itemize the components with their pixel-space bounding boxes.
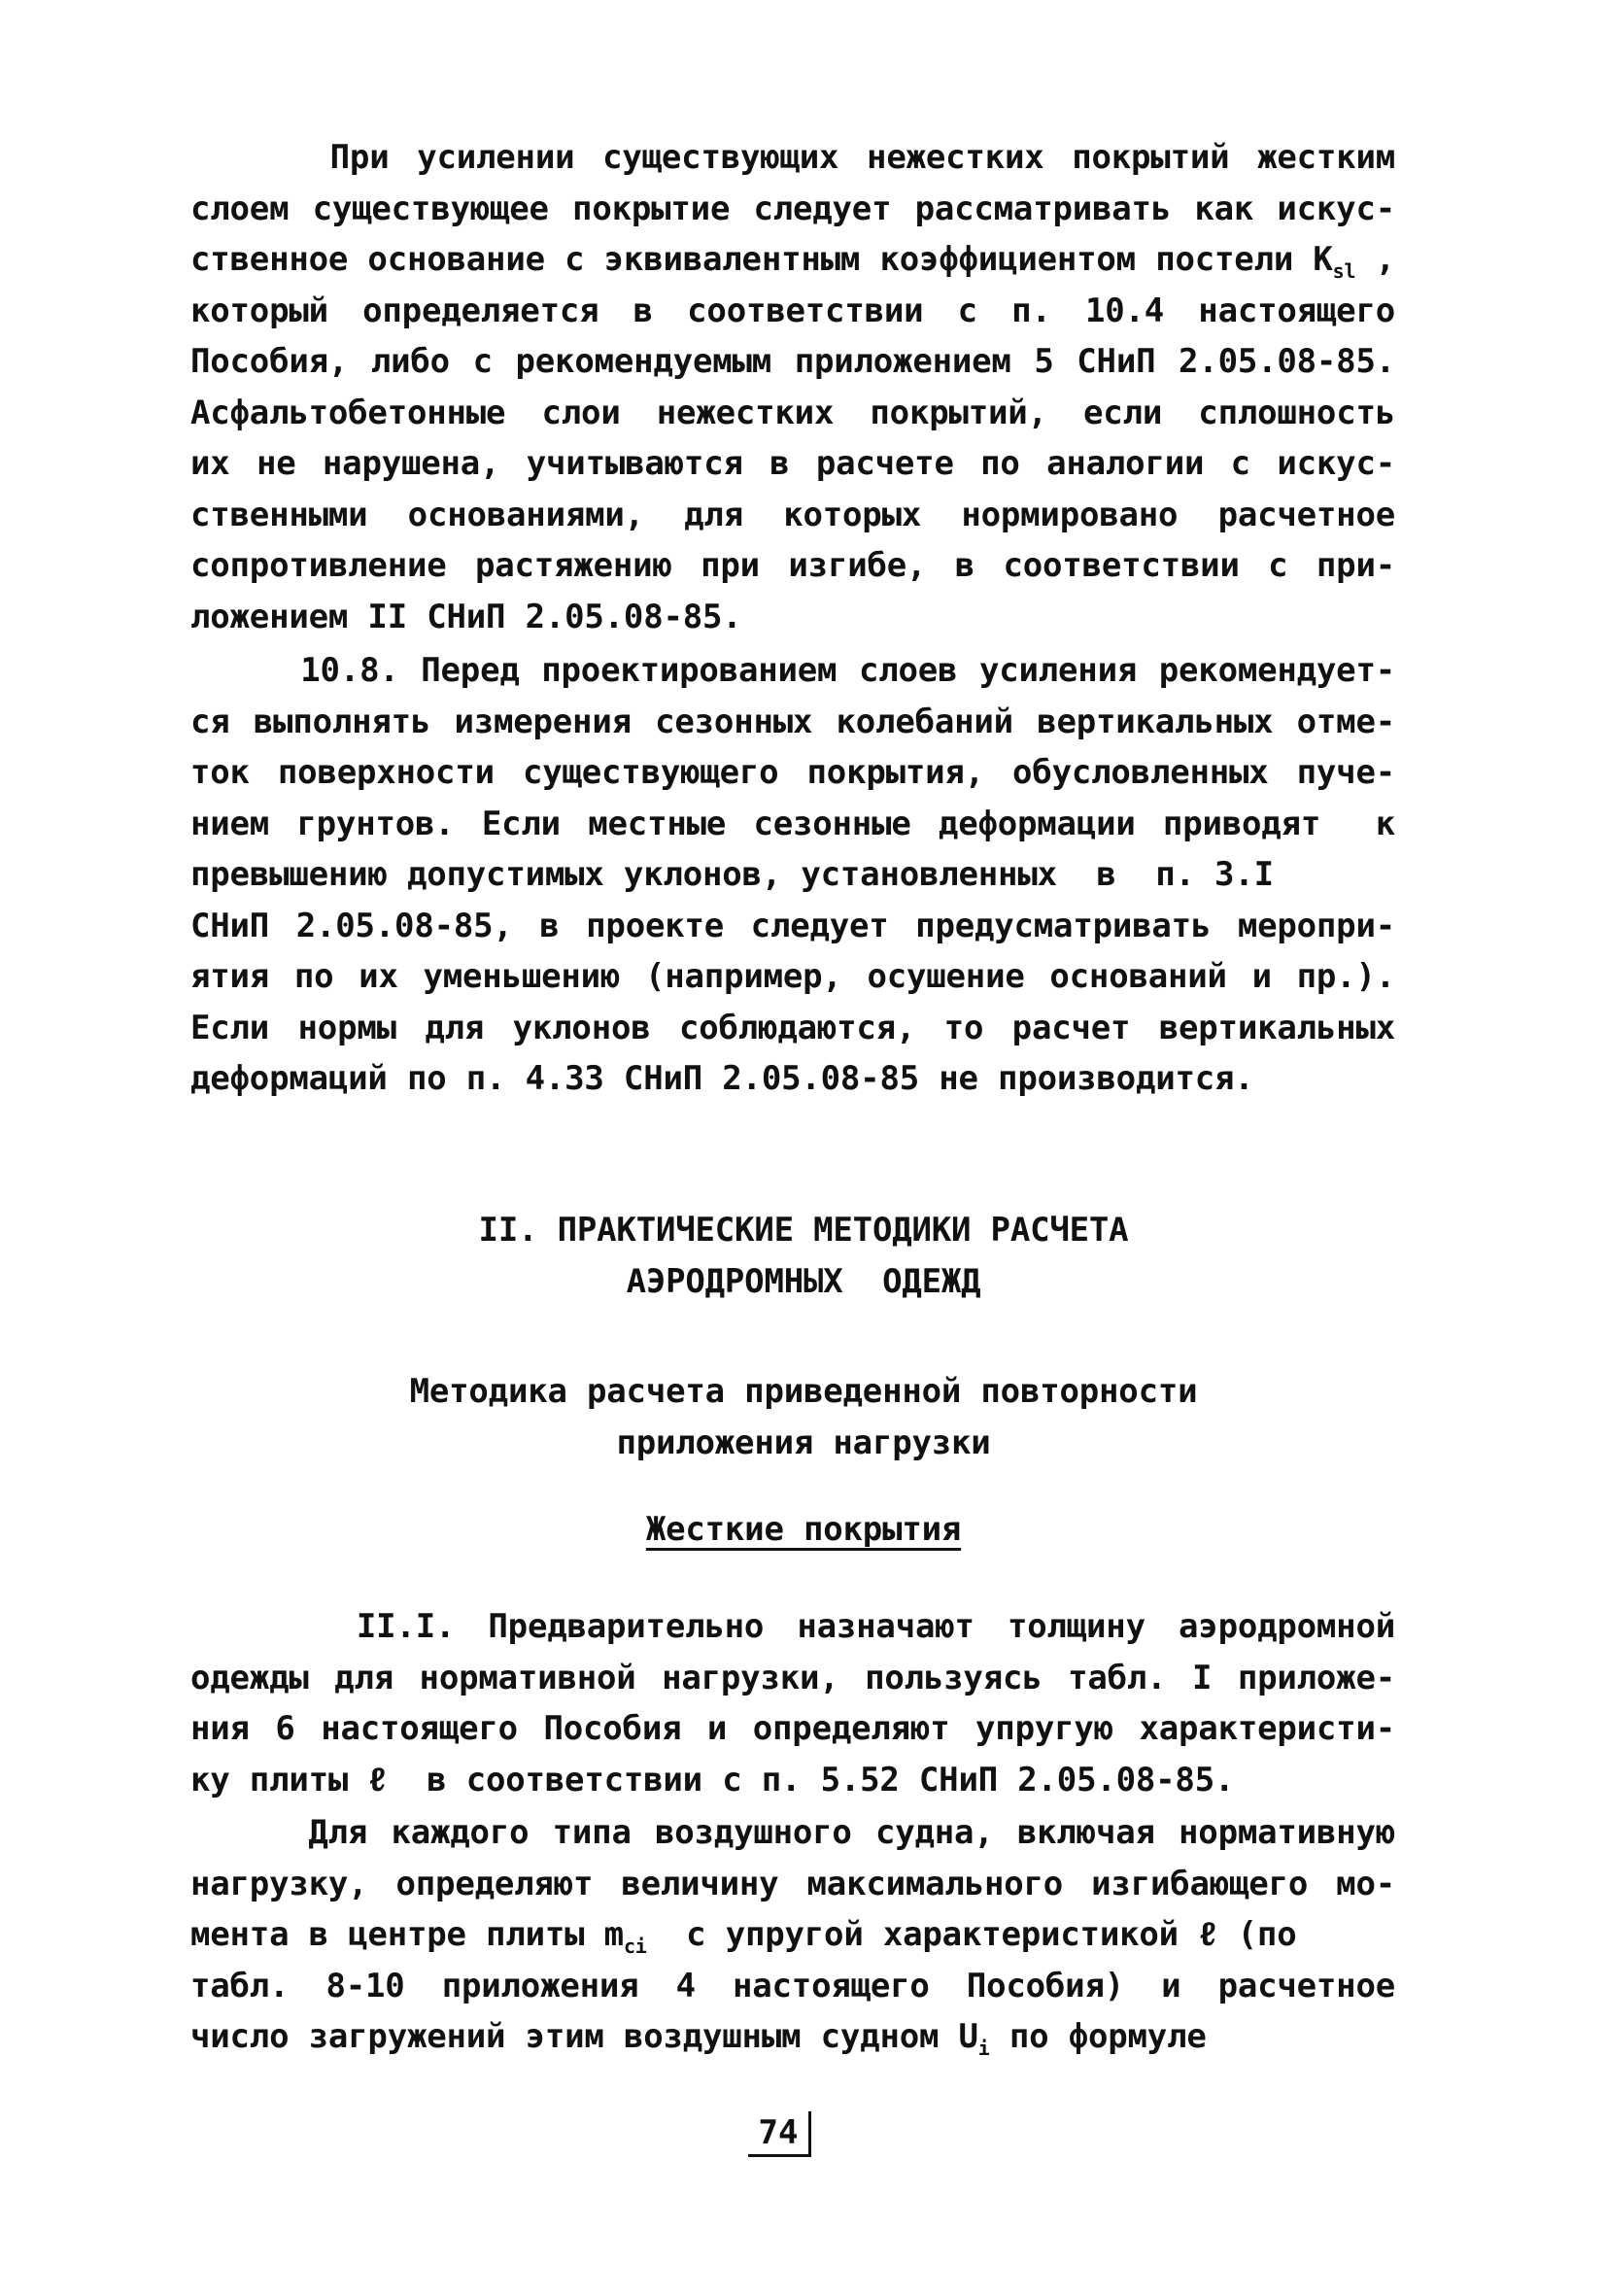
text-line: который определяется в соответствии с п. 10.4 настоящего (190, 291, 1395, 330)
text-line: При усилении существующих нежестких покрытий жестким (190, 138, 1395, 177)
text-line: ятия по их уменьшению (например, осушение оснований и пр.). (190, 957, 1395, 996)
page-number: 74 (748, 2111, 811, 2157)
text-fragment: мента в центре плиты m (190, 1915, 624, 1954)
text-line: нагрузку, определяют величину максимального изгибающего мо- (190, 1864, 1395, 1903)
section-title-line: II. ПРАКТИЧЕСКИЕ МЕТОДИКИ РАСЧЕТА (478, 1211, 1129, 1250)
text-line: ственными основаниями, для которых нормировано расчетное (190, 495, 1395, 534)
section-title-line: АЭРОДРОМНЫХ ОДЕЖД (626, 1261, 981, 1301)
text-line: нием грунтов. Если местные сезонные деформации приводят к (190, 804, 1395, 843)
text-fragment: с упругой характеристикой ℓ (по (646, 1915, 1297, 1954)
subscript: ci (623, 1934, 647, 1958)
text-line: СНиП 2.05.08-85, в проекте следует предусматривать меропри- (190, 906, 1395, 945)
text-line: деформаций по п. 4.33 СНиП 2.05.08-85 не производится. (190, 1059, 1254, 1098)
text-line (190, 234, 1395, 286)
subsection-title (0, 1366, 1607, 1468)
text-line: превышению допустимых уклонов, установленных в п. 3.I (190, 855, 1274, 894)
text-line: ку плиты ℓ в соответствии с п. 5.52 СНиП 2.05.08-85. (190, 1760, 1235, 1799)
text-line (190, 2011, 1395, 2063)
text-line: одежды для нормативной нагрузки, пользуясь табл. I приложе- (190, 1658, 1395, 1697)
section-title (0, 1205, 1607, 1307)
text-line: Асфальтобетонные слои нежестких покрытий, если сплошность (190, 393, 1395, 432)
paragraph-10-8 (190, 645, 1395, 1105)
subsection-title-line: Методика расчета приведенной повторности (409, 1372, 1198, 1411)
subsubsection-title-line (0, 1504, 1607, 1556)
subscript: i (977, 2036, 990, 2060)
text-fragment: число загружений этим воздушным судном U (190, 2017, 978, 2056)
subsubsection-title (0, 1504, 1607, 1556)
text-fragment: , (1355, 240, 1395, 279)
text-line: Пособия, либо с рекомендуемым приложением 5 СНиП 2.05.08-85. (190, 342, 1395, 381)
text-line: ния 6 настоящего Пособия и определяют упругую характеристи- (190, 1709, 1395, 1748)
text-fragment: ственное основание с эквивалентным коэффициентом постели K (190, 240, 1333, 279)
text-fragment: по формуле (989, 2017, 1207, 2056)
subsection-title-line: приложения нагрузки (616, 1422, 991, 1462)
paragraph-11-1 (190, 1601, 1395, 1805)
paragraph-aircraft-types (190, 1807, 1395, 2063)
text-line: Для каждого типа воздушного судна, включая нормативную (190, 1813, 1395, 1852)
text-line: их не нарушена, учитываются в расчете по аналогии с искус- (190, 444, 1395, 483)
text-line: II.I. Предварительно назначают толщину аэродромной (190, 1607, 1395, 1646)
text-line: ложением II СНиП 2.05.08-85. (190, 597, 742, 636)
text-line (190, 1909, 1395, 1961)
text-line: 10.8. Перед проектированием слоев усиления рекомендует- (190, 651, 1395, 690)
text-line: ток поверхности существующего покрытия, обусловленных пуче- (190, 753, 1395, 792)
subsubsection-title-text: Жесткие покрытия (645, 1510, 962, 1549)
paragraph-reinforcement (190, 132, 1395, 642)
text-line: сопротивление растяжению при изгибе, в соответствии с при- (190, 546, 1395, 585)
text-line: Если нормы для уклонов соблюдаются, то расчет вертикальных (190, 1008, 1395, 1047)
text-line: ся выполнять измерения сезонных колебаний вертикальных отме- (190, 702, 1395, 741)
subscript: sl (1332, 258, 1356, 283)
text-line: табл. 8-10 приложения 4 настоящего Пособия) и расчетное (190, 1966, 1395, 2005)
text-line: слоем существующее покрытие следует рассматривать как искус- (190, 188, 1395, 228)
